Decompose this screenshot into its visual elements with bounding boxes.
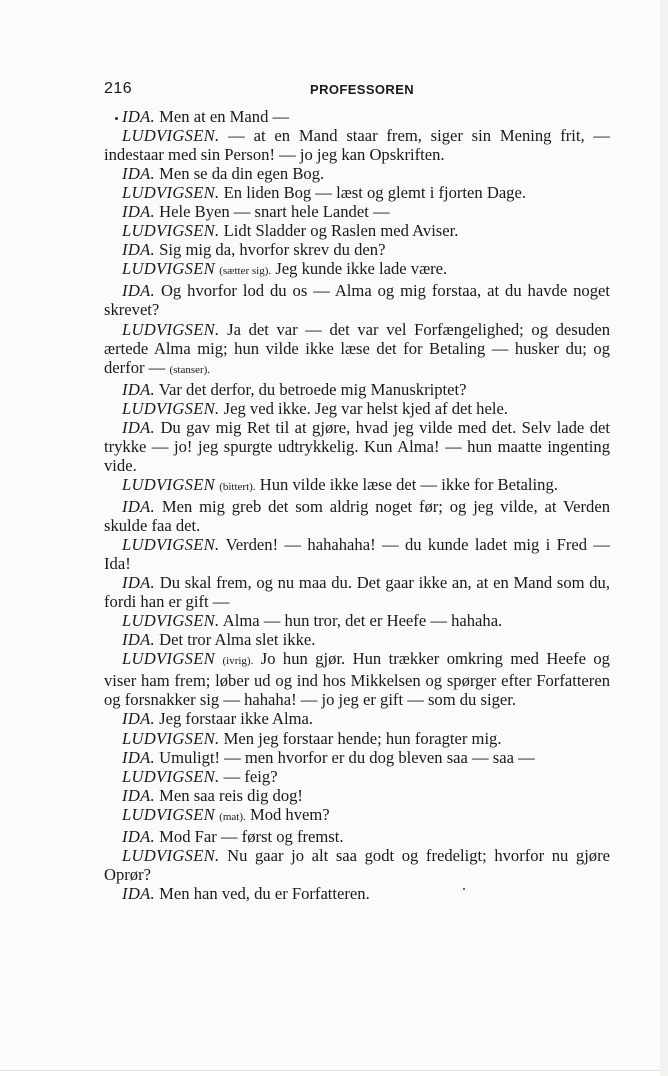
dialogue-line: [104, 475, 610, 497]
dialogue-line: [104, 805, 610, 827]
stage-direction: (stanser).: [169, 363, 211, 376]
line-text: Men mig greb det som aldrig noget før; og jeg vilde, at Verden skulde faa det.: [104, 496, 610, 535]
dialogue-line: [104, 729, 610, 748]
line-text: Jo hun gjør. Hun trækker omkring med Heefe og viser ham frem; løber ud og ind hos Mikkelsen og spørger efter Forfatteren og forsnakker sig — hahaha! — jo jeg er gift — som du siger.: [104, 649, 610, 710]
line-text: Verden! — hahahaha! — du kunde ladet mig i Fred — Ida!: [104, 535, 610, 574]
line-text: Men han ved, du er Forfatteren.: [159, 883, 370, 903]
line-text: Lidt Sladder og Raslen med Aviser.: [223, 221, 459, 241]
line-text: Men jeg forstaar hende; hun foragter mig.: [223, 728, 502, 748]
speaker-name: IDA.: [122, 747, 155, 767]
line-text: Det tror Alma slet ikke.: [159, 630, 316, 650]
speaker-name: IDA.: [122, 826, 155, 846]
line-text: Men at en Mand —: [159, 107, 290, 126]
dialogue-line: [104, 846, 610, 884]
dialogue-line: [104, 418, 610, 475]
speaker-name: IDA.: [122, 709, 155, 729]
line-text: Jeg kunde ikke lade være.: [275, 259, 448, 279]
speaker-name: IDA.: [122, 202, 155, 222]
speaker-name: IDA.: [122, 281, 155, 301]
speaker-name: LUDVIGSEN.: [122, 611, 220, 631]
speaker-name: IDA.: [122, 107, 155, 126]
dialogue-line: [104, 748, 610, 767]
dialogue-line: [104, 320, 610, 380]
line-text: Nu gaar jo alt saa godt og fredeligt; hvorfor nu gjøre Oprør?: [104, 845, 610, 884]
dialogue-line: [104, 649, 610, 709]
stage-direction: (ivrig).: [222, 655, 254, 668]
page-edge: [660, 0, 668, 1076]
speaker-name: LUDVIGSEN.: [122, 319, 220, 339]
dialogue-line: [104, 281, 610, 319]
speaker-name: LUDVIGSEN.: [122, 221, 220, 241]
dialogue-line: [104, 611, 610, 630]
line-text: Alma — hun tror, det er Heefe — hahaha.: [222, 611, 503, 631]
line-text: En liden Bog — læst og glemt i fjorten Dage.: [223, 183, 526, 203]
line-text: Men saa reis dig dog!: [159, 785, 303, 805]
line-text: Hele Byen — snart hele Landet —: [159, 202, 390, 222]
line-text: — at en Mand staar frem, siger sin Mening frit, — indestaar med sin Person! — jo jeg kan Opskriften.: [104, 126, 610, 165]
line-text: Umuligt! — men hvorfor er du dog bleven saa — saa —: [159, 747, 535, 767]
page-header: [104, 80, 610, 102]
dialogue-line: [104, 827, 610, 846]
dialogue-line: [104, 535, 610, 573]
dialogue-line: [104, 709, 610, 728]
dialogue-line: [104, 221, 610, 240]
speaker-name: LUDVIGSEN.: [122, 845, 220, 865]
dialogue-line: [104, 126, 610, 164]
speaker-name: LUDVIGSEN.: [122, 728, 220, 748]
dialogue-line: [104, 202, 610, 221]
dialogue-line: [104, 786, 610, 805]
dialogue-line: [104, 884, 610, 903]
dialogue-text: [104, 107, 610, 903]
dialogue-line: [104, 380, 610, 399]
speaker-name: IDA.: [122, 883, 155, 903]
dialogue-line: [104, 164, 610, 183]
speaker-name: LUDVIGSEN: [122, 649, 216, 669]
line-text: Var det derfor, du betroede mig Manuskriptet?: [158, 379, 467, 399]
stage-direction: (sætter sig).: [219, 265, 272, 278]
dialogue-line: [104, 573, 610, 611]
line-text: — feig?: [223, 766, 278, 786]
line-text: Mod hvem?: [249, 804, 330, 824]
speaker-name: LUDVIGSEN.: [122, 183, 220, 203]
dialogue-line: [104, 767, 610, 786]
dialogue-line: [104, 259, 610, 281]
line-text: Jeg forstaar ikke Alma.: [159, 709, 314, 729]
speaker-name: LUDVIGSEN.: [122, 398, 220, 418]
speaker-name: LUDVIGSEN.: [122, 535, 220, 555]
line-text: Sig mig da, hvorfor skrev du den?: [159, 240, 386, 260]
running-head: PROFESSOREN: [310, 82, 415, 97]
speaker-name: IDA.: [122, 630, 155, 650]
line-text: Mod Far — først og fremst.: [159, 826, 344, 846]
dialogue-line: [104, 183, 610, 202]
line-text: Jeg ved ikke. Jeg var helst kjed af det hele.: [223, 398, 508, 418]
line-text: Men se da din egen Bog.: [159, 164, 325, 184]
speaker-name: IDA.: [122, 496, 155, 516]
speaker-name: IDA.: [122, 240, 155, 260]
speaker-name: LUDVIGSEN: [122, 259, 216, 279]
dialogue-line: [104, 107, 610, 126]
speaker-name: IDA.: [122, 573, 155, 593]
speaker-name: IDA.: [122, 785, 155, 805]
line-text: Du gav mig Ret til at gjøre, hvad jeg vilde med det. Selv lade det trykke — jo! jeg spurgte udtrykkelig. Kun Alma! — hun maatte ingenting vide.: [104, 417, 610, 475]
speaker-name: LUDVIGSEN: [122, 474, 216, 494]
dialogue-line: [104, 399, 610, 418]
line-text: Hun vilde ikke læse det — ikke for Betaling.: [259, 474, 558, 494]
speaker-name: LUDVIGSEN.: [122, 126, 220, 146]
speaker-name: LUDVIGSEN: [122, 804, 216, 824]
stage-direction: (bittert).: [219, 480, 256, 493]
dialogue-line: [104, 240, 610, 259]
speaker-name: LUDVIGSEN.: [122, 766, 220, 786]
stage-direction: (mat).: [219, 810, 246, 823]
line-text: Ja det var — det var vel Forfængelighed; og desuden ærtede Alma mig; hun vilde ikke læse det for Betaling — husker du; og derfor —: [104, 319, 610, 377]
page-number: 216: [104, 80, 133, 97]
line-text: Og hvorfor lod du os — Alma og mig forstaa, at du havde noget skrevet?: [104, 281, 610, 320]
dialogue-line: [104, 497, 610, 535]
line-text: Du skal frem, og nu maa du. Det gaar ikke an, at en Mand som du, fordi han er gift —: [104, 573, 610, 612]
speaker-name: IDA.: [122, 164, 155, 184]
dialogue-line: [104, 630, 610, 649]
speaker-name: IDA.: [122, 417, 155, 437]
speaker-name: IDA.: [122, 379, 155, 399]
